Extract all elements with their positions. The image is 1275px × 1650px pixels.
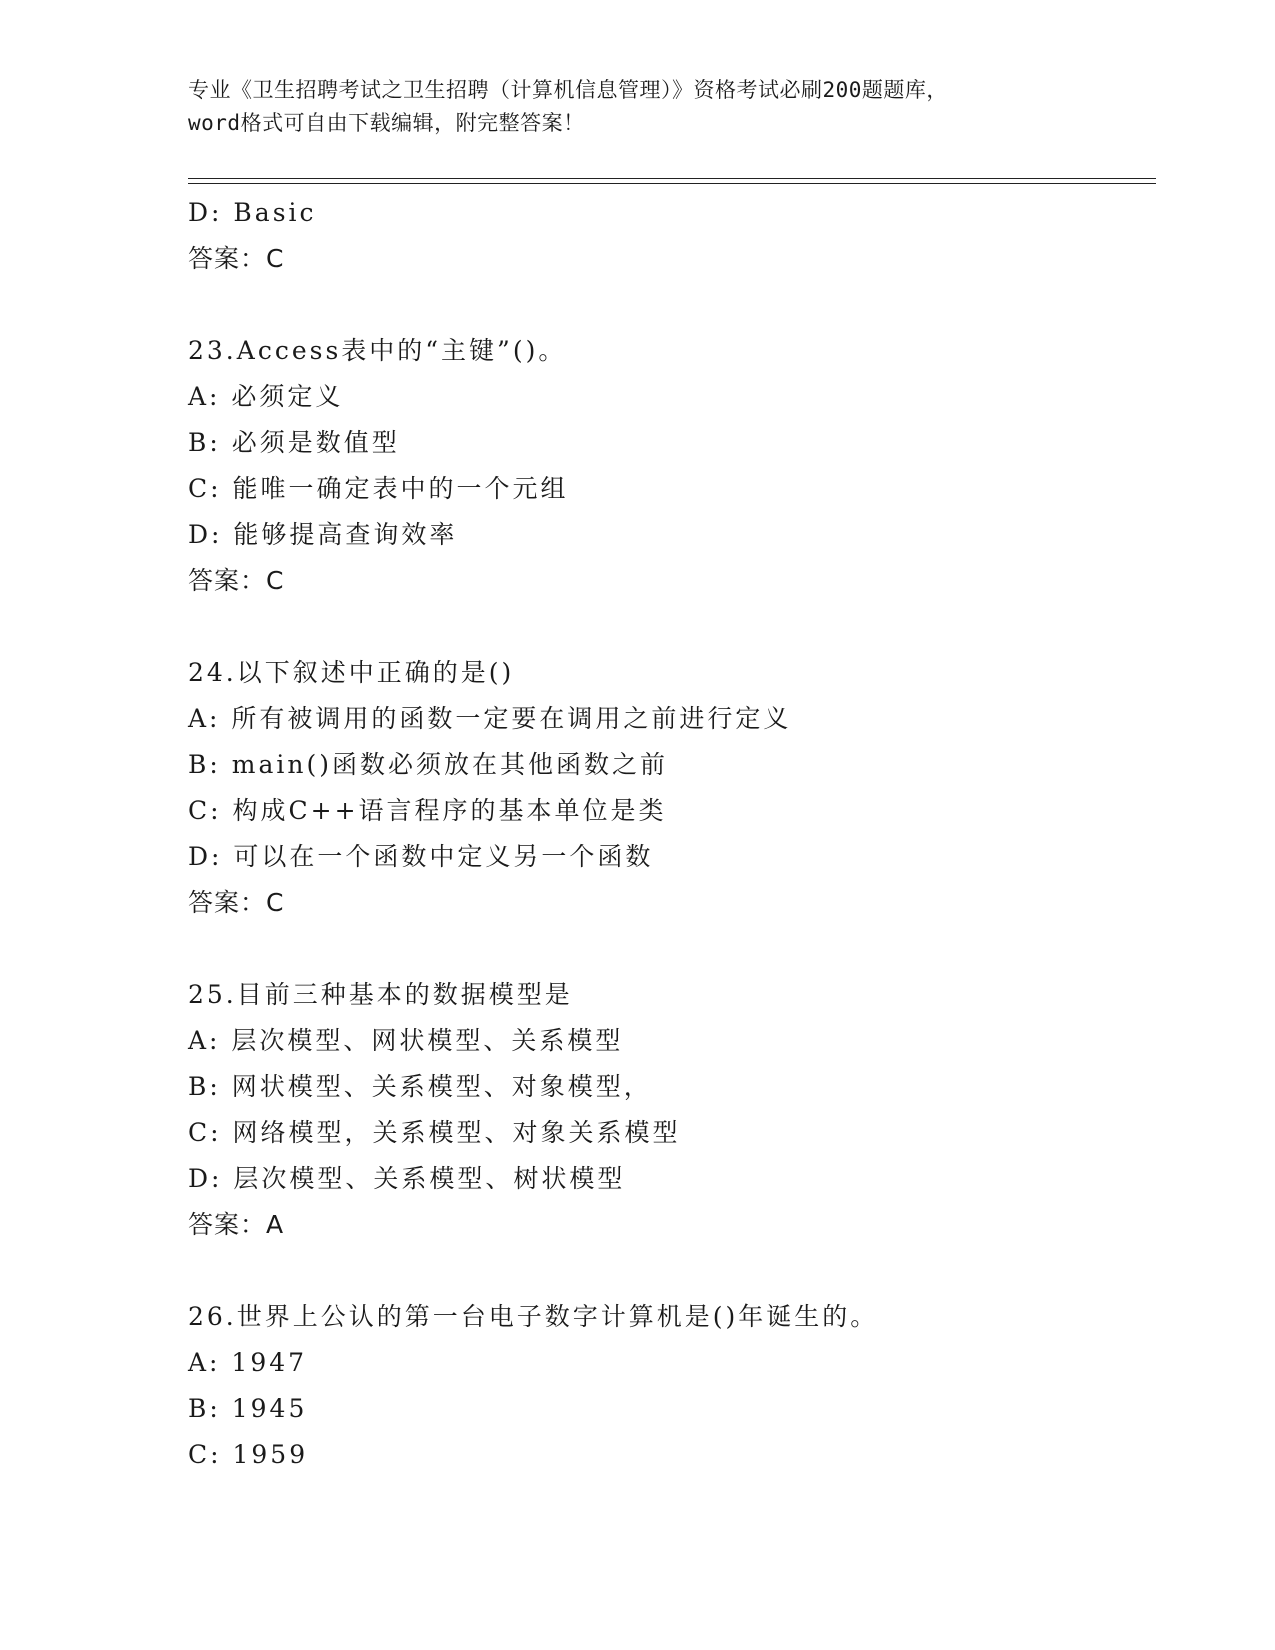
- option-b: B: 必须是数值型: [188, 428, 400, 457]
- option-a: A: 1947: [188, 1348, 308, 1377]
- option-d: D: 能够提高查询效率: [188, 520, 458, 549]
- spacer: [188, 282, 1148, 328]
- document-header: [188, 74, 1088, 140]
- answer-line: 答案：A: [188, 1210, 285, 1239]
- header-title-line-2: word格式可自由下载编辑，附完整答案！: [188, 111, 585, 135]
- header-divider-top: [188, 178, 1156, 179]
- option-a: A: 层次模型、网状模型、关系模型: [188, 1026, 624, 1055]
- option-a: A: 必须定义: [188, 382, 344, 411]
- answer-line: 答案：C: [188, 566, 285, 595]
- header-divider-bottom: [188, 183, 1156, 184]
- option-c: C: 1959: [188, 1440, 309, 1469]
- header-title-line-1: 专业《卫生招聘考试之卫生招聘（计算机信息管理）》资格考试必刷200题题库，: [188, 78, 948, 102]
- question-list: [188, 190, 1148, 1478]
- question-24: [188, 650, 1148, 926]
- question-stem: 25.目前三种基本的数据模型是: [188, 980, 573, 1009]
- question-23: [188, 328, 1148, 604]
- option-b: B: 网状模型、关系模型、对象模型，: [188, 1072, 652, 1101]
- option-c: C: 构成C++语言程序的基本单位是类: [188, 796, 667, 825]
- option-b: B: 1945: [188, 1394, 308, 1423]
- question-stem: 24.以下叙述中正确的是(): [188, 658, 515, 687]
- option-c: C: 能唯一确定表中的一个元组: [188, 474, 569, 503]
- option-c: C: 网络模型，关系模型、对象关系模型: [188, 1118, 681, 1147]
- option-d: D: 可以在一个函数中定义另一个函数: [188, 842, 654, 871]
- option-d: D: Basic: [188, 198, 317, 227]
- question-stem: 26.世界上公认的第一台电子数字计算机是()年诞生的。: [188, 1302, 879, 1331]
- answer-line: 答案：C: [188, 888, 285, 917]
- question-stem: 23.Access表中的“主键”()。: [188, 336, 567, 365]
- option-d: D: 层次模型、关系模型、树状模型: [188, 1164, 626, 1193]
- spacer: [188, 604, 1148, 650]
- option-b: B: main()函数必须放在其他函数之前: [188, 750, 668, 779]
- question-26: [188, 1294, 1148, 1478]
- answer-line: 答案：C: [188, 244, 285, 273]
- question-25: [188, 972, 1148, 1248]
- spacer: [188, 926, 1148, 972]
- previous-question-tail: [188, 190, 1148, 282]
- option-a: A: 所有被调用的函数一定要在调用之前进行定义: [188, 704, 792, 733]
- spacer: [188, 1248, 1148, 1294]
